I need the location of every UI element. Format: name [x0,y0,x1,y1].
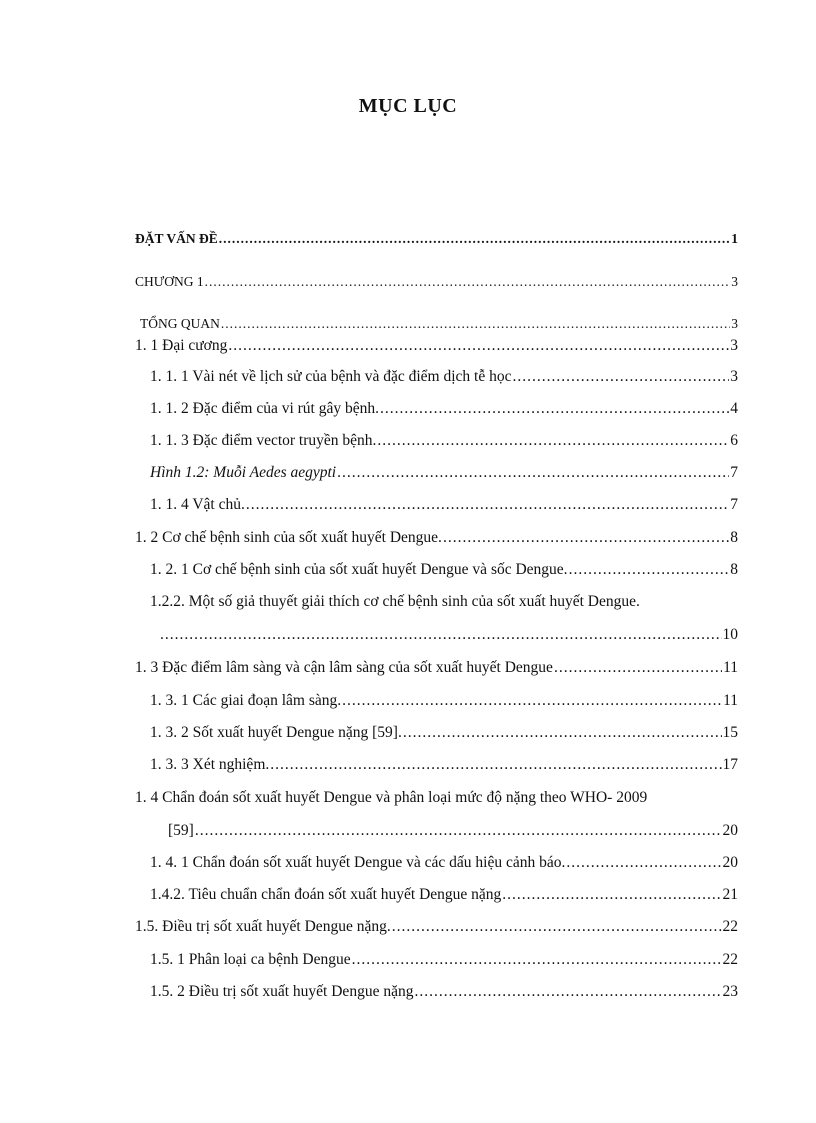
toc-entry-page: 15 [722,724,738,741]
toc-entry-text: 1. 3. 2 Sốt xuất huyết Dengue nặng [59]. [150,724,402,741]
toc-entry [150,756,738,774]
page-title: MỤC LỤC [358,95,458,117]
toc-leader [403,724,722,742]
toc-entry [135,529,738,547]
toc-entry-page: 20 [722,854,738,871]
toc-entry-page: 11 [723,692,738,709]
toc-entry-page: 20 [722,822,738,839]
toc-entry [150,724,738,742]
toc-leader [342,692,722,710]
toc-entry-text: 1.5. 1 Phân loại ca bệnh Dengue [150,951,351,968]
toc-entry [150,464,738,482]
toc-entry [150,692,738,710]
toc-entry-text: 1. 4 Chẩn đoán sốt xuất huyết Dengue và phân loại mức độ nặng theo WHO- 2009 [135,789,648,806]
toc-entry-text: 1. 4. 1 Chẩn đoán sốt xuất huyết Dengue và các dấu hiệu cảnh báo. [150,854,566,871]
toc-leader [566,854,721,872]
toc-entry-text: 1.4.2. Tiêu chuẩn chẩn đoán sốt xuất huyết Dengue nặng [150,886,502,903]
toc-entry-page: 3 [730,337,738,354]
toc-leader [195,822,722,840]
toc-entry-text: 1. 1. 1 Vài nét về lịch sử của bệnh và đặc điểm dịch tễ học [150,368,512,385]
toc-entry-text: TỔNG QUAN [140,316,220,331]
toc-leader [513,368,730,386]
toc-entry-page: 7 [730,464,738,481]
toc-leader [352,951,722,969]
toc-leader [337,464,729,482]
toc-entry-text: 1.5. 2 Điều trị sốt xuất huyết Dengue nặng [150,983,414,1000]
toc-leader [380,400,729,418]
toc-entry [150,400,738,418]
toc-entry-text: 1. 2. 1 Cơ chế bệnh sinh của sốt xuất huyết Dengue và sốc Dengue. [150,561,568,578]
toc-leader [502,886,721,904]
toc-entry-text: CHƯƠNG 1 [135,274,204,289]
toc-entry-page: 17 [722,756,738,773]
toc-entry-text: 1. 3. 3 Xét nghiệm. [150,756,270,773]
toc-entry-text: 1. 3 Đặc điểm lâm sàng và cận lâm sàng của sốt xuất huyết Dengue [135,659,553,676]
toc-leader [205,274,731,290]
toc-entry [135,337,738,355]
toc-entry-text: 1. 1 Đại cương [135,337,228,354]
toc-leader [160,626,722,644]
toc-entry-text: Hình 1.2: Muỗi Aedes aegypti [150,464,337,481]
toc-entry-page: 4 [730,400,738,417]
toc-entry [135,231,738,247]
toc-leader [443,529,729,547]
toc-entry-page: 22 [722,918,738,935]
toc-entry-page: 22 [722,951,738,968]
toc-entry [150,886,738,904]
toc-entry-page: 3 [731,274,738,289]
toc-entry [135,918,738,936]
toc-entry-page: 7 [730,496,738,513]
toc-leader [392,918,722,936]
toc-leader [569,561,730,579]
toc-entry-page: 6 [730,432,738,449]
toc-entry-page: 21 [722,886,738,903]
toc-entry [135,274,738,290]
toc-entry-text: 1. 1. 2 Đặc điểm của vi rút gây bệnh. [150,400,379,417]
toc-entry-page: 8 [730,561,738,578]
toc-entry-page: 10 [722,626,738,643]
toc-entry-text: 1. 1. 3 Đặc điểm vector truyền bệnh. [150,432,377,449]
toc-entry [150,561,738,579]
toc-entry-page: 3 [730,368,738,385]
toc-entry-text: ĐẶT VẤN ĐỀ [135,231,218,246]
toc-leader [246,496,729,514]
toc-entry-text: 1.5. Điều trị sốt xuất huyết Dengue nặng. [135,918,391,935]
toc-entry-text: [59] [168,822,194,839]
toc-entry-continuation [160,626,738,644]
toc-leader [270,756,721,774]
toc-entry-text: 1.2.2. Một số giả thuyết giải thích cơ chế bệnh sinh của sốt xuất huyết Dengue. [150,593,640,610]
toc-entry-page: 23 [722,983,738,1000]
toc-leader [554,659,722,677]
toc-leader [228,337,729,355]
toc-leader [219,231,730,247]
toc-entry-text: 1. 3. 1 Các giai đoạn lâm sàng. [150,692,342,709]
toc-entry [150,983,738,1001]
toc-entry-page: 8 [730,529,738,546]
toc-leader [221,316,730,332]
toc-entry [150,496,738,514]
toc-entry [150,854,738,872]
toc-entry [135,659,738,677]
toc-entry-page: 1 [731,231,738,246]
toc-entry [140,316,738,332]
toc-entry-text: 1. 1. 4 Vật chủ. [150,496,245,513]
toc-entry-page: 3 [731,316,738,331]
toc-leader [414,983,721,1001]
toc-entry-continuation [168,822,738,840]
toc-entry [150,951,738,969]
toc-entry-page: 11 [723,659,738,676]
toc-entry [150,368,738,386]
toc-leader [377,432,729,450]
toc-entry-text: 1. 2 Cơ chế bệnh sinh của sốt xuất huyết Dengue. [135,529,442,546]
toc-entry [150,432,738,450]
